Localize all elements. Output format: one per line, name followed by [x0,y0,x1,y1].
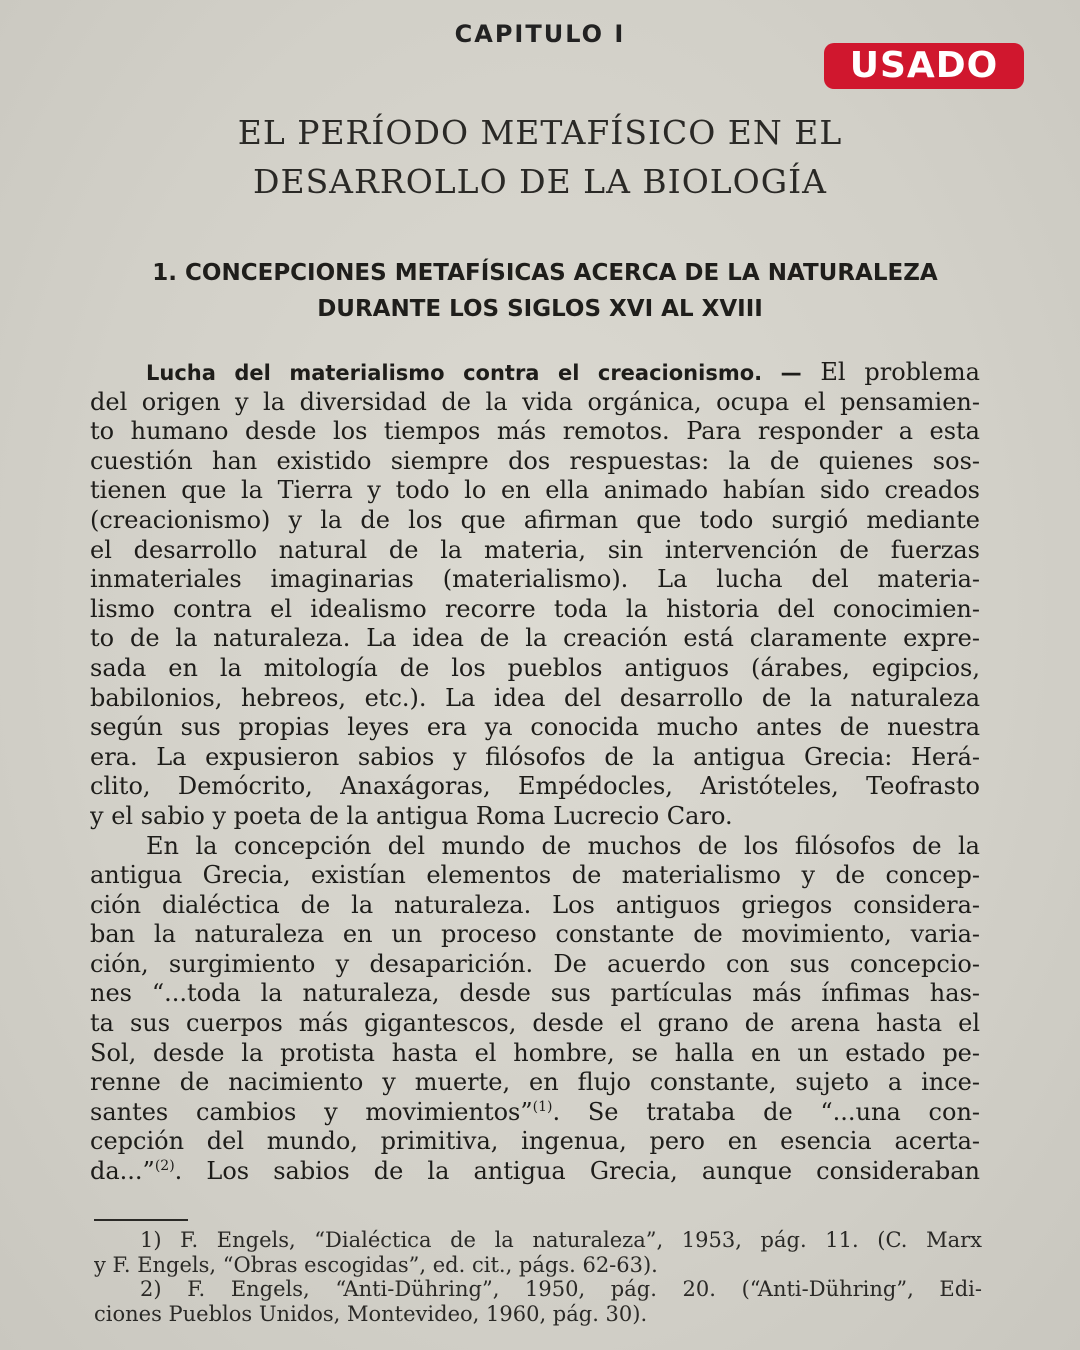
paragraph-1-line-1: Lucha del materialismo contra el creacionismo. — El problema [146,358,980,386]
paragraph-1-line: sada en la mitología de los pueblos antiguos (árabes, egipcios, [90,653,980,682]
paragraph-2-line: antigua Grecia, existían elementos de materialismo y de concep- [90,861,980,890]
footnote-1-line-1: 1) F. Engels, “Dialéctica de la naturaleza”, 1953, pág. 11. (C. Marx [140,1228,982,1252]
paragraph-1-line: era. La expusieron sabios y filósofos de la antigua Grecia: Herá- [90,742,980,771]
paragraph-1-line: el desarrollo natural de la materia, sin intervención de fuerzas [90,535,980,564]
body-text [90,358,980,1187]
paragraph-lead-heading: Lucha del materialismo contra el creacionismo. — [146,361,802,385]
paragraph-2-line: ban la naturaleza en un proceso constante de movimiento, varia- [90,920,980,949]
paragraph-1-line: cuestión han existido siempre dos respuestas: la de quienes sos- [90,446,980,475]
footnote-2-line-1: 2) F. Engels, “Anti-Dühring”, 1950, pág. 20. (“Anti-Dühring”, Edi- [140,1277,982,1301]
used-badge: USADO [824,43,1024,89]
paragraph-2-line: cepción del mundo, primitiva, ingenua, pero en esencia acerta- [90,1127,980,1156]
paragraph-1-line: to humano desde los tiempos más remotos. Para responder a esta [90,417,980,446]
paragraph-1-line: según sus propias leyes era ya conocida mucho antes de nuestra [90,713,980,742]
paragraph-2-line: ción, surgimiento y desaparición. De acuerdo con sus concepcio- [90,949,980,978]
paragraph-2-line: da...”$^{(2)}$. Los sabios de la antigua Grecia, aunque consideraban [90,1157,980,1186]
paragraph-2-line: renne de nacimiento y muerte, en flujo constante, sujeto a ince- [90,1068,980,1097]
paragraph-1-line: to de la naturaleza. La idea de la creación está claramente expre- [90,624,980,653]
paragraph-2-line: ta sus cuerpos más gigantescos, desde el grano de arena hasta el [90,1009,980,1038]
paragraph-1-line: lismo contra el idealismo recorre toda la historia del conocimien- [90,594,980,623]
paragraph-1-line: clito, Demócrito, Anaxágoras, Empédocles, Aristóteles, Teofrasto [90,772,980,801]
section-heading-line-1: 1. CONCEPCIONES METAFÍSICAS ACERCA DE LA NATURALEZA [152,260,938,286]
paragraph-1-line: babilonios, hebreos, etc.). La idea del desarrollo de la naturaleza [90,683,980,712]
chapter-title [0,108,1080,206]
paragraph-1-line: y el sabio y poeta de la antigua Roma Lucrecio Caro. [90,801,733,830]
footnote-ref-1: (1) [532,1098,553,1115]
chapter-title-line-2: DESARROLLO DE LA BIOLOGÍA [253,162,827,201]
footnote-ref-2: (2) [154,1158,175,1175]
paragraph-2-line: Sol, desde la protista hasta el hombre, se halla en un estado pe- [90,1038,980,1067]
chapter-heading: CAPITULO I [454,20,626,48]
paragraph-1-line: tienen que la Tierra y todo lo en ella animado habían sido creados [90,476,980,505]
footnotes [94,1228,982,1326]
section-heading [0,255,1080,327]
paragraph-1-line: (creacionismo) y la de los que afirman que todo surgió mediante [90,505,980,534]
footnote-divider [94,1219,188,1221]
paragraph-2-line: santes cambios y movimientos”$^{(1)}$. Se trataba de “...una con- [90,1097,980,1126]
section-heading-line-2: DURANTE LOS SIGLOS XVI AL XVIII [317,296,763,322]
chapter-title-line-1: EL PERÍODO METAFÍSICO EN EL [237,113,843,152]
paragraph-1-line: del origen y la diversidad de la vida orgánica, ocupa el pensamien- [90,387,980,416]
footnote-1-line-2: y F. Engels, “Obras escogidas”, ed. cit., págs. 62-63). [94,1252,658,1277]
paragraph-1-line: inmateriales imaginarias (materialismo). La lucha del materia- [90,565,980,594]
paragraph-2-line: En la concepción del mundo de muchos de los filósofos de la [146,831,980,860]
footnote-2-line-2: ciones Pueblos Unidos, Montevideo, 1960, pág. 30). [94,1301,648,1326]
paragraph-2-line: ción dialéctica de la naturaleza. Los antiguos griegos considera- [90,890,980,919]
paragraph-2-line: nes “...toda la naturaleza, desde sus partículas más ínfimas has- [90,979,980,1008]
